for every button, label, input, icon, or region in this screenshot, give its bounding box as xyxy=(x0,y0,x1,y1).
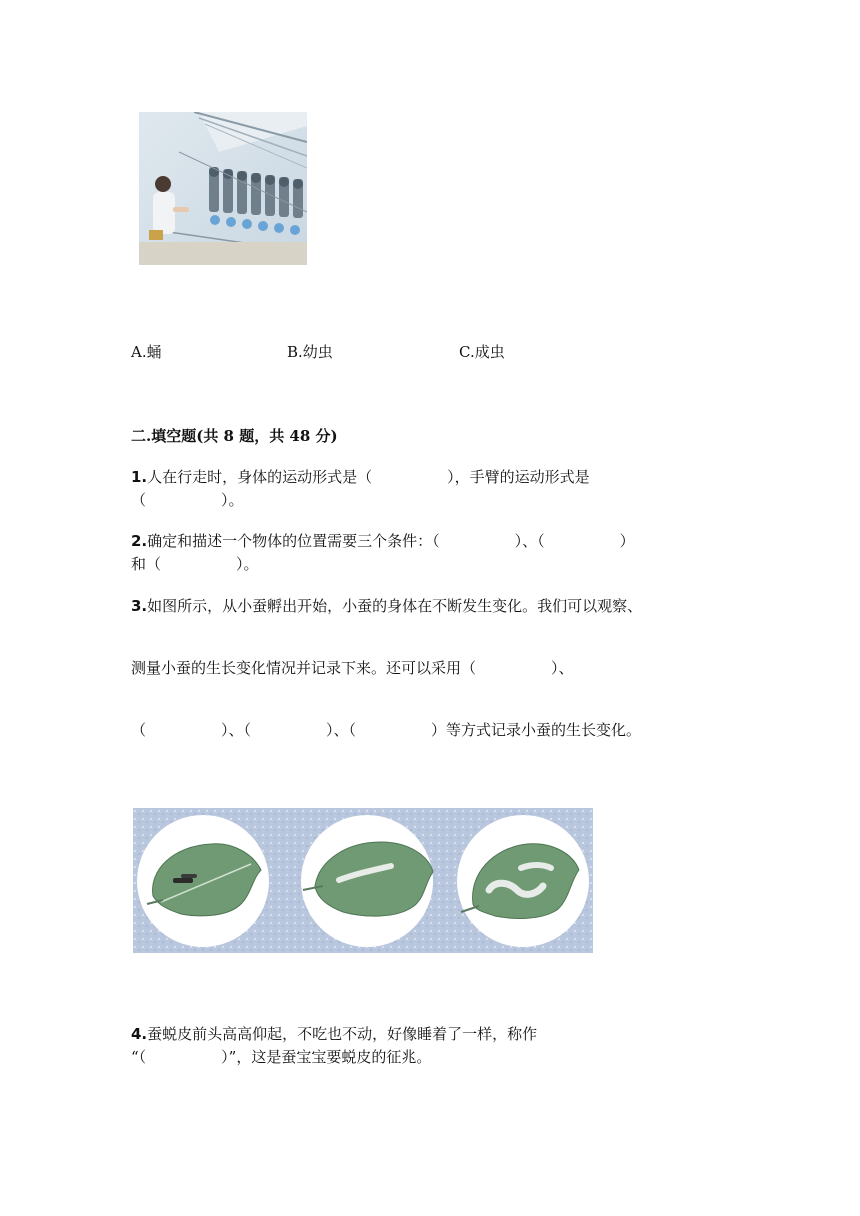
silkworm-growth-illustration xyxy=(133,808,593,953)
question-2-text-1: 确定和描述一个物体的位置需要三个条件：（ ）、（ ） xyxy=(147,532,635,550)
option-c: C.成虫 xyxy=(459,343,505,361)
question-3-line-3: （ ）、（ ）、（ ）等方式记录小蚕的生长变化。 xyxy=(131,721,642,739)
question-4-number: 4. xyxy=(131,1025,148,1043)
silk-factory-illustration xyxy=(139,112,307,265)
question-3-line-1 xyxy=(131,595,642,616)
question-1-line-1 xyxy=(131,466,590,487)
option-b: B.幼虫 xyxy=(287,343,333,361)
question-3-number: 3. xyxy=(131,597,148,615)
silkworm-growth-figure xyxy=(133,808,593,953)
silk-factory-photo xyxy=(139,112,307,265)
question-2-line-2: 和（ ）。 xyxy=(131,555,259,573)
option-a: A.蛹 xyxy=(131,343,162,361)
question-4-text-1: 蚕蜕皮前头高高仰起，不吃也不动，好像睡着了一样，称作 xyxy=(147,1025,538,1043)
stage-3-circle xyxy=(457,815,589,947)
question-3-text-1: 如图所示，从小蚕孵出开始，小蚕的身体在不断发生变化。我们可以观察、 xyxy=(147,597,643,615)
question-1-line-2: （ ）。 xyxy=(131,491,244,509)
question-1-text-1: 人在行走时，身体的运动形式是（ ），手臂的运动形式是 xyxy=(147,468,590,486)
stage-1-circle xyxy=(137,815,269,947)
question-2-line-1 xyxy=(131,530,635,551)
question-2-number: 2. xyxy=(131,532,148,550)
question-4-line-1 xyxy=(131,1023,537,1044)
question-3-line-2: 测量小蚕的生长变化情况并记录下来。还可以采用（ ）、 xyxy=(131,659,574,677)
question-4-line-2: “（ ）”，这是蚕宝宝要蜕皮的征兆。 xyxy=(131,1048,432,1066)
stage-2-circle xyxy=(301,815,433,947)
section-title: 二.填空题(共 8 题，共 48 分) xyxy=(131,427,338,445)
question-1-number: 1. xyxy=(131,468,148,486)
